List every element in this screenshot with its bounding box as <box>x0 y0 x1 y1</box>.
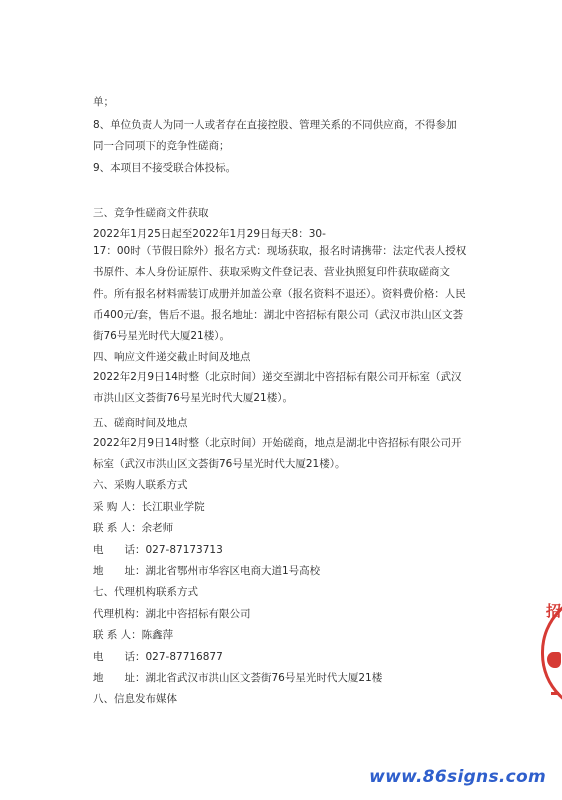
section-heading: 四、响应文件递交截止时间及地点 <box>93 351 251 363</box>
agency-line: 代理机构：湖北中咨招标有限公司 <box>93 608 251 620</box>
text-line: 8、单位负责人为同一人或者存在直接控股、管理关系的不同供应商，不得参加 <box>93 119 457 131</box>
red-seal-stamp <box>541 592 562 714</box>
text-line: 2022年1月25日起至2022年1月29日每天8：30- <box>93 228 326 240</box>
paragraph: 2022年2月9日14时整（北京时间）开始磋商，地点是湖北中咨招标有限公司开标室（武汉市洪山区文荟街76号星光时代大厦21楼）。 <box>93 437 462 471</box>
phone-line: 电 话：027-87716877 <box>93 651 223 663</box>
contact-line: 联 系 人：陈鑫萍 <box>93 629 174 641</box>
seal-ink-mark <box>547 652 561 668</box>
section-heading: 五、磋商时间及地点 <box>93 417 188 429</box>
paragraph: 2022年2月9日14时整（北京时间）递交至湖北中咨招标有限公司开标室（武汉市洪山区文荟街76号星光时代大厦21楼）。 <box>93 371 462 405</box>
text-line: 同一合同项下的竞争性磋商； <box>93 140 230 152</box>
site-watermark: www.86signs.com <box>369 767 546 787</box>
phone-line: 电 话：027-87173713 <box>93 544 223 556</box>
text-line: 9、本项目不接受联合体投标。 <box>93 162 237 174</box>
address-line: 地 址：湖北省武汉市洪山区文荟街76号星光时代大厦21楼 <box>93 672 383 684</box>
paragraph: 17：00时（节假日除外）报名方式：现场获取，报名时请携带：法定代表人授权书原件、本人身份证原件、获取采购文件登记表、营业执照复印件获取磋商文件。所有报名材料需装订成册并加盖公章（报名资料不退还）。资料费价格：人民币400元/套，售后不退。报名地址：湖北中咨招标有限公司（武汉市洪山区文荟街76号星光时代大厦21楼）。 <box>93 245 467 343</box>
section-heading: 八、信息发布媒体 <box>93 693 177 705</box>
seal-ink-mark <box>551 692 559 695</box>
section-heading: 六、采购人联系方式 <box>93 479 188 491</box>
address-line: 地 址：湖北省鄂州市华容区电商大道1号高校 <box>93 565 321 577</box>
section-heading: 三、竞争性磋商文件获取 <box>93 207 209 219</box>
seal-character: 招 <box>546 602 562 620</box>
buyer-line: 采 购 人：长江职业学院 <box>93 501 205 513</box>
contact-line: 联 系 人：余老师 <box>93 522 174 534</box>
section-heading: 七、代理机构联系方式 <box>93 586 198 598</box>
text-line: 单； <box>93 96 114 108</box>
